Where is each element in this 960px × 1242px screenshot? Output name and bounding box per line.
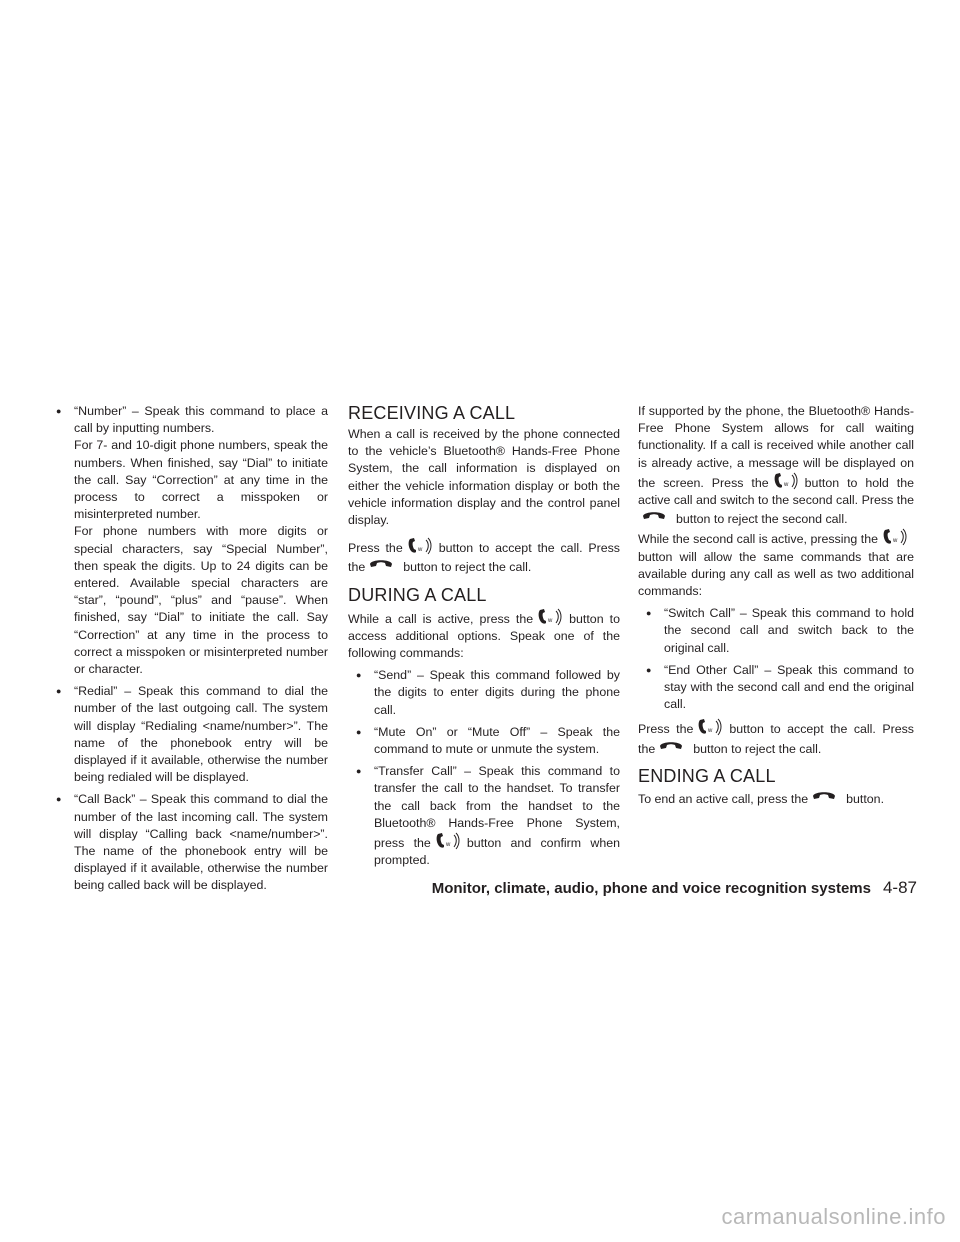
end-other-call-text: “End Other Call” – Speak this command to stay with the second call and end the original call. [664,662,914,712]
phone-hangup-icon [659,739,683,751]
callback-command-text: “Call Back” – Speak this command to dial the number of the last incoming call. The system will display “Calling back <name/number>”. The name of the phonebook entry will be displayed if it available, otherwise the number being called back will be displayed. [74,792,328,893]
waiting-text-c: button to reject the second call. [676,512,848,527]
phone-talk-icon [697,718,723,736]
phone-hangup-icon [642,509,666,521]
end-other-call-item [646,662,914,714]
phone-talk-icon [537,608,563,626]
phone-hangup-icon [369,557,393,569]
during-call-paragraph [348,608,620,663]
page-footer [0,878,917,898]
watermark: carmanualsonline.info [721,1204,946,1229]
number-command-item [56,403,328,678]
switch-call-item [646,605,914,657]
right-column [638,403,914,808]
phone-talk-icon [407,537,433,555]
mute-command-item [356,724,620,758]
ending-call-heading: ENDING A CALL [638,765,776,786]
transfer-text-a: “Transfer Call” – Speak this command to transfer the call to the handset. To transfer the call back from the handset to the Bluetooth® Hands-Free Phone System, press the [374,764,620,851]
receiving-call-paragraph: When a call is received by the phone connected to the vehicle’s Bluetooth® Hands-Free Phone System, the call information is displayed on either the vehicle information display or both the vehicle information display and the control panel display. [348,427,620,528]
during-call-heading: DURING A CALL [348,584,487,605]
redial-command-text: “Redial” – Speak this command to dial the number of the last outgoing call. The system will display “Redialing <name/number>”. The name of the phonebook entry will be displayed if it available, otherwise the number being redialed will be displayed. [74,684,328,785]
send-command-text: “Send” – Speak this command followed by the digits to enter digits during the phone call. [374,668,620,717]
accept-text-2: button to accept the call. Press the [638,722,915,756]
press-the-text: Press the [348,541,403,556]
accept-reject-paragraph-2 [638,718,914,757]
page-number: 4-87 [882,878,917,897]
redial-command-item [56,683,328,786]
while-text-a: While the second call is active, pressing the [638,532,878,547]
during-text-a: While a call is active, press the [348,611,534,626]
phone-talk-icon [435,832,461,850]
ending-text-b: button. [846,791,885,806]
phone-hangup-icon [812,789,836,801]
reject-text: button to reject the call. [403,560,532,575]
section-title: Monitor, climate, audio, phone and voice recognition systems [431,880,871,897]
ending-call-paragraph [638,789,914,808]
waiting-text-b: button to hold the active call and switch to the second call. Press the [638,475,914,508]
reject-text-2: button to reject the call. [693,741,822,756]
left-column [56,403,328,900]
number-command-text: “Number” – Speak this command to place a call by inputting numbers. [74,404,328,436]
phone-talk-icon [882,528,908,546]
while-text-b: button will allow the same commands that are available during any call as well as two additional commands: [638,549,914,599]
middle-column [348,403,620,874]
number-digits-paragraph: For 7- and 10-digit phone numbers, speak the numbers. When finished, say “Dial” to initiate the call. Say “Correction” at any time in the process to correct a misspoken or misinterpreted number. [74,438,328,522]
special-number-paragraph: For phone numbers with more digits or special characters, say “Special Number”, then speak the digits. Up to 24 digits can be entered. Available special characters are “star”, “pound”, “plus” and “pause”. When finished, say “Dial” to initiate the call. Say “Correction” at any time in the process to correct a misspoken or misinterpreted number or character. [74,524,328,677]
call-waiting-paragraph [638,403,914,528]
press-the-text-2: Press the [638,722,694,737]
waiting-text-a: If supported by the phone, the Bluetooth® Hands-Free Phone System allows for call waiting functionality. If a call is received while another call is already active, a message will be displayed on the screen. Press the [638,404,914,490]
switch-call-text: “Switch Call” – Speak this command to hold the second call and switch back to the original call. [664,606,914,655]
accept-text: button to accept the call. Press the [348,541,621,575]
second-call-paragraph [638,528,914,600]
ending-text-a: To end an active call, press the [638,791,809,806]
phone-talk-icon [773,472,799,490]
accept-reject-paragraph [348,537,620,576]
during-text-b: button to access additional options. Speak one of the following commands: [348,611,620,661]
receiving-call-heading: RECEIVING A CALL [348,403,516,423]
transfer-command-item [356,763,620,869]
mute-command-text: “Mute On” or “Mute Off” – Speak the command to mute or unmute the system. [374,724,620,757]
send-command-item [356,667,620,719]
transfer-text-b: button and confirm when prompted. [374,836,621,868]
